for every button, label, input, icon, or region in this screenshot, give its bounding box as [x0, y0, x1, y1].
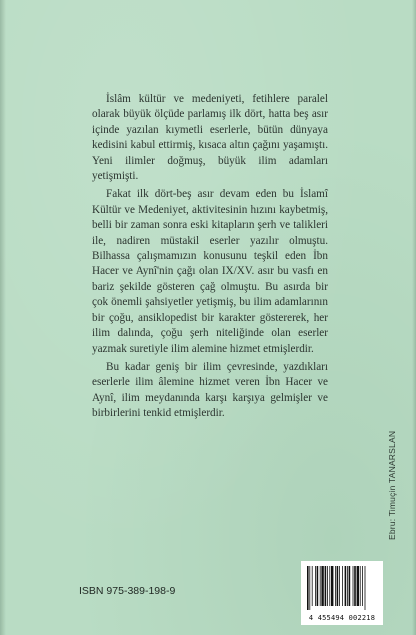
blurb-paragraph-3: Bu kadar geniş bir ilim çevresinde, yazdıkları eserlerle ilim âlemine hizmet veren İbn Hacer ve Aynî, ilim meydanında karşı karşıya gelmişler ve birbirlerini tenkid etmişlerdir.: [92, 360, 328, 420]
blurb-text: [92, 92, 328, 425]
blurb-paragraph-2: Fakat ilk dört-beş asır devam eden bu İslamî Kültür ve Medeniyet, aktivitesinin hızını kaybetmiş, belli bir zaman sonra eski kitapların şerh ve talikleri ile, nadiren müstakil eserler yazılır olmuştu. Bilhassa çalışmamızın konusunu teşkil eden İbn Hacer ve Aynî'nin çağı olan IX/XV. asır bu vasfı en bariz şekilde gösteren çağ olmuştu. Bu asırda bir çok önemli şahsiyetler yetişmiş, bu ilim adamlarının bir çoğu, ansiklopedist bir karakter göstererek, her ilim dalında, çoğu şerh niteliğinde olan eserler yazmak suretiyle ilim alemine hizmet etmişlerdir.: [92, 188, 328, 355]
cover-edge-right: [412, 0, 416, 635]
cover-edge-left: [0, 0, 6, 635]
blurb-paragraph-1: İslâm kültür ve medeniyeti, fetihlere paralel olarak büyük ölçüde parlamış ilk dört, hatta beş asır içinde yazılan kıymetli eserlerle, bütün dünyaya kedisini kabul ettirmiş, kısaca altın çağını yaşamıştı. Yeni ilimler doğmuş, büyük ilim adamları yetişmişti.: [92, 93, 328, 183]
barcode-bars: [306, 566, 378, 610]
artist-credit: Ebru: Timuçin TANARSLAN: [387, 430, 397, 540]
isbn-number: ISBN 975-389-198-9: [79, 585, 176, 597]
barcode-digits: 4 455494 002218: [308, 614, 376, 622]
barcode: [301, 561, 383, 625]
